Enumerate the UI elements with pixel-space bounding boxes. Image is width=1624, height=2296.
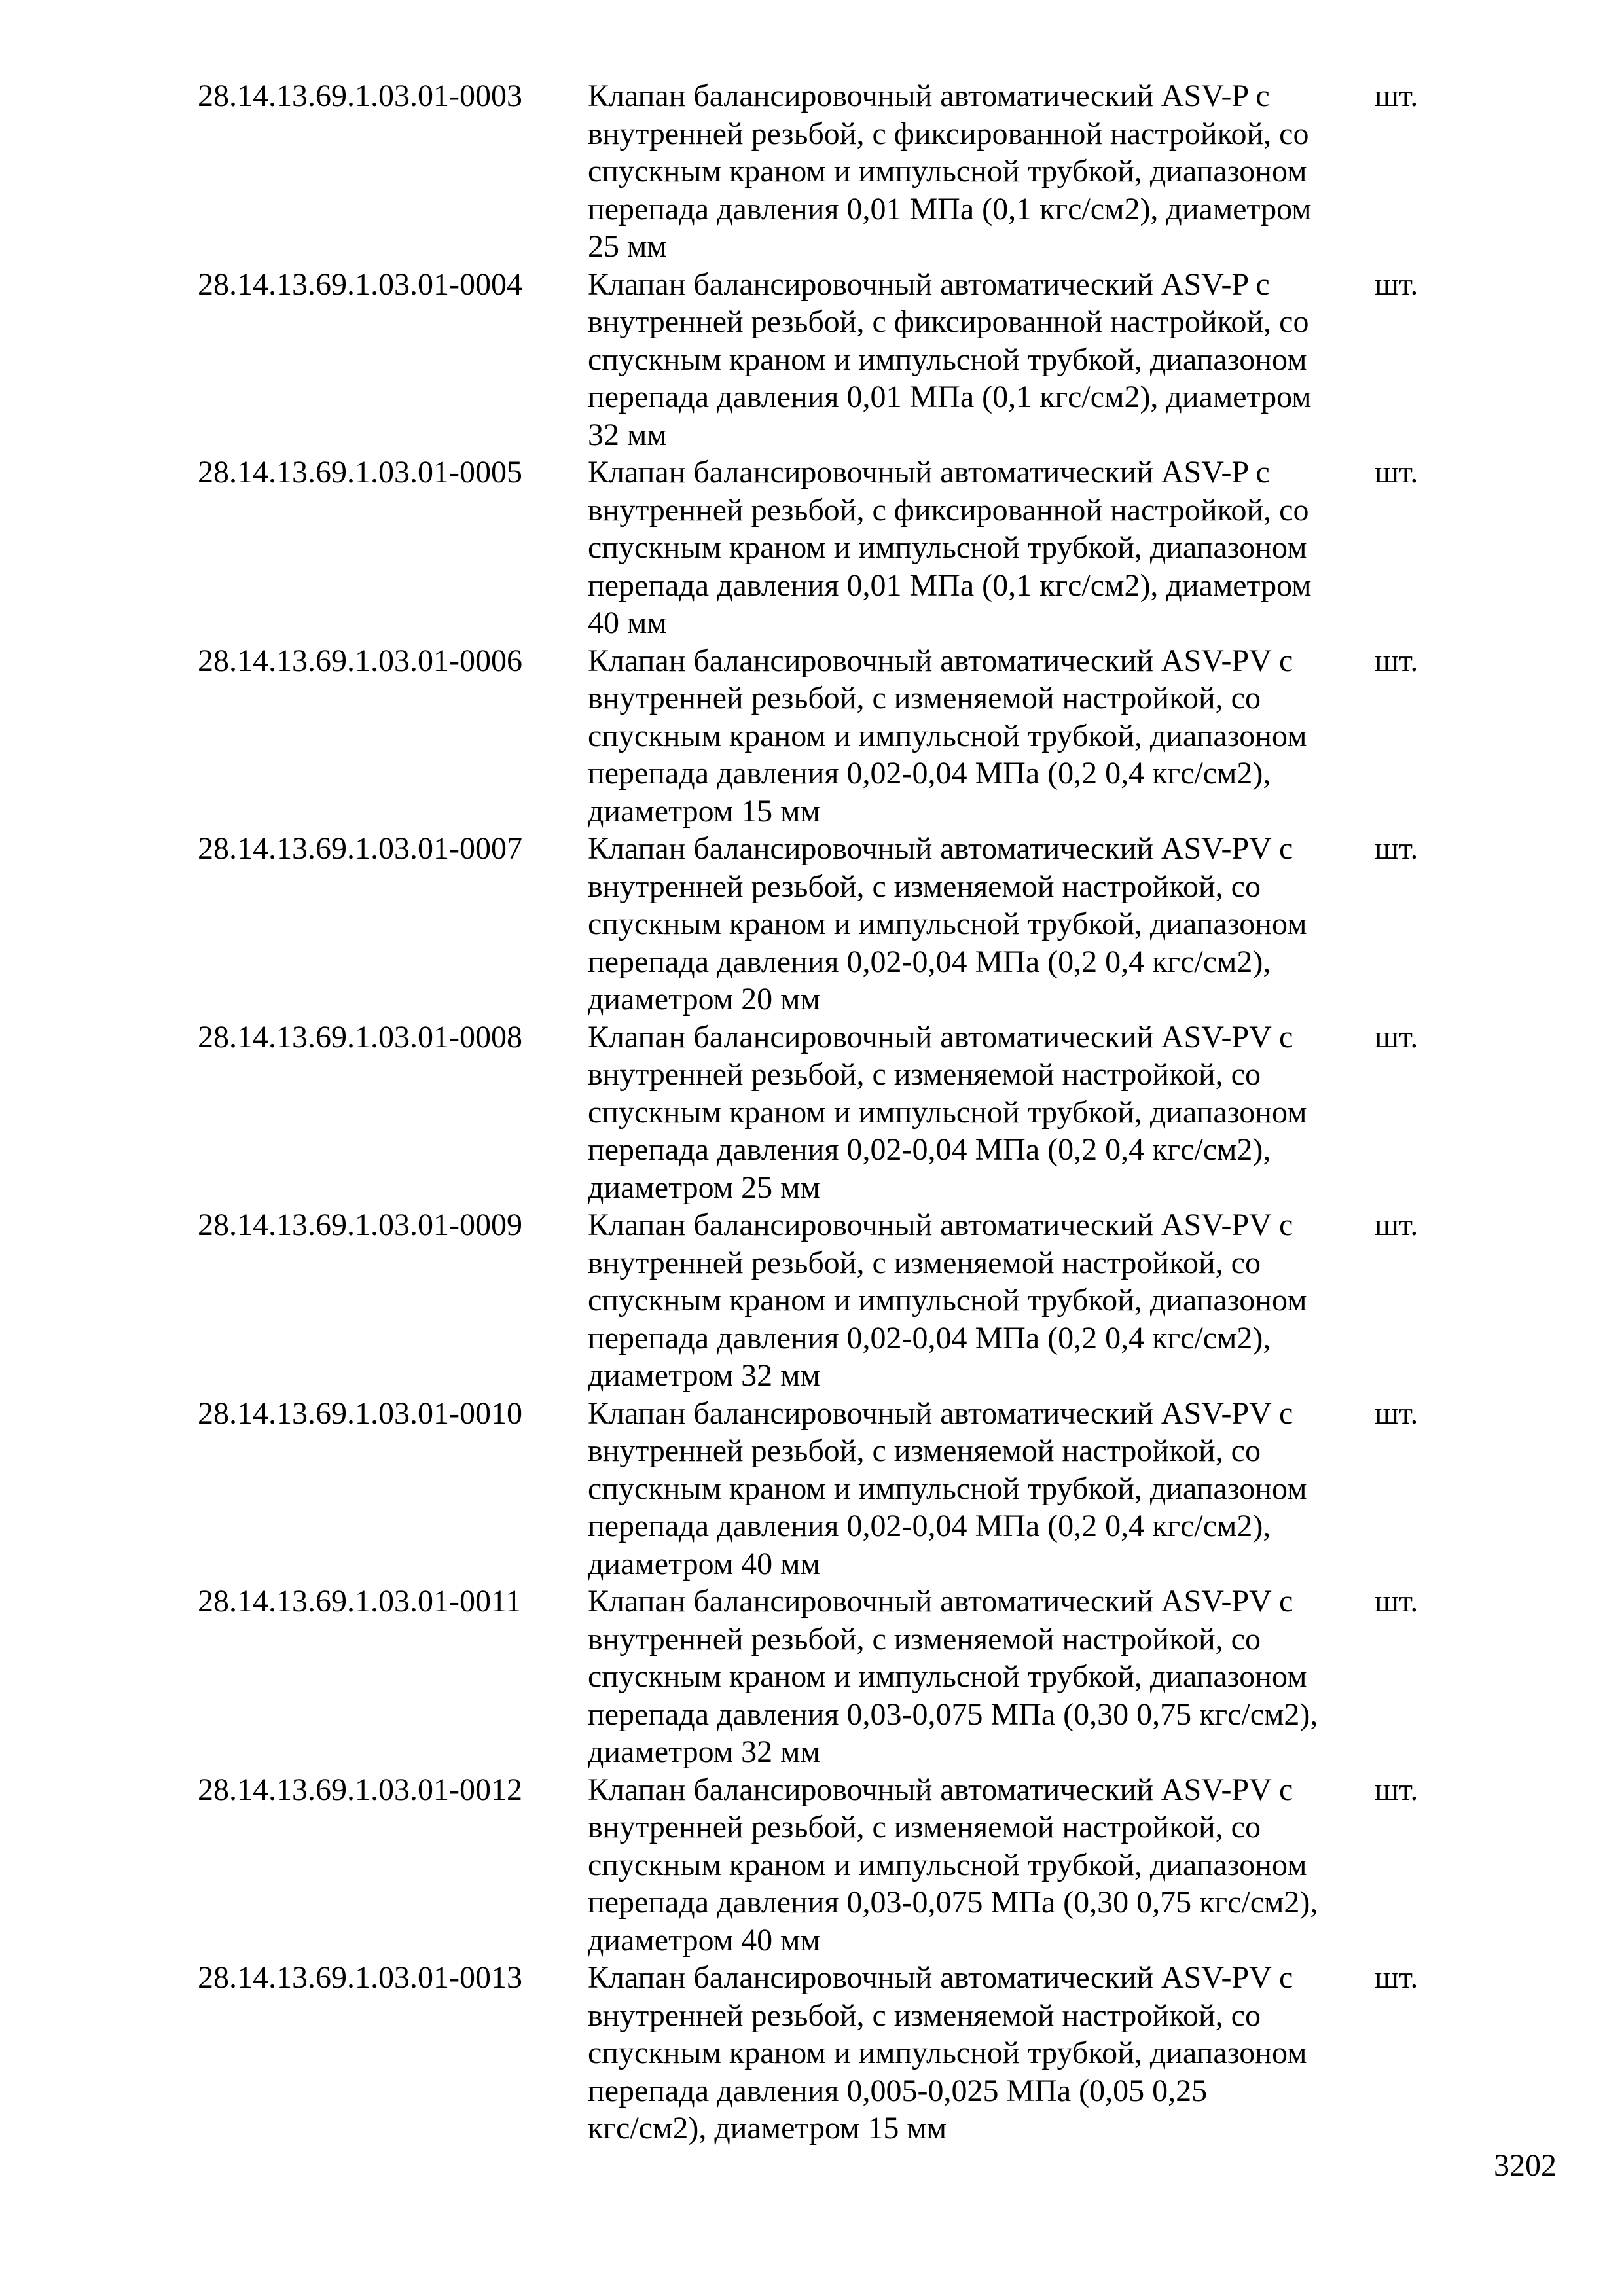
item-unit: шт. xyxy=(1375,79,1418,113)
description-line: диаметром 32 мм xyxy=(588,1734,820,1769)
description-line: перепада давления 0,02-0,04 МПа (0,2 0,4 кгс/см2), xyxy=(588,756,1271,791)
table-row xyxy=(0,1206,1624,1395)
description-line: перепада давления 0,02-0,04 МПа (0,2 0,4 кгс/см2), xyxy=(588,1132,1271,1167)
item-code: 28.14.13.69.1.03.01-0009 xyxy=(198,1208,522,1242)
table-row xyxy=(0,1959,1624,2147)
catalog-table xyxy=(0,77,1624,2147)
item-code: 28.14.13.69.1.03.01-0011 xyxy=(198,1584,522,1619)
description-line: диаметром 32 мм xyxy=(588,1358,820,1393)
description-line: Клапан балансировочный автоматический ASV-P с xyxy=(588,266,1270,302)
table-row xyxy=(0,1771,1624,1960)
description-line: внутренней резьбой, с изменяемой настройкой, со xyxy=(588,1433,1261,1468)
item-unit: шт. xyxy=(1375,1019,1418,1054)
item-unit: шт. xyxy=(1375,1960,1418,1995)
item-code: 28.14.13.69.1.03.01-0007 xyxy=(198,831,522,866)
table-row xyxy=(0,266,1624,454)
table-row xyxy=(0,1583,1624,1771)
description-line: спускным краном и импульсной трубкой, диапазоном xyxy=(588,1847,1307,1882)
description-line: спускным краном и импульсной трубкой, диапазоном xyxy=(588,1094,1307,1130)
item-description xyxy=(588,77,1373,266)
item-code: 28.14.13.69.1.03.01-0003 xyxy=(198,79,522,113)
description-line: 32 мм xyxy=(588,417,667,452)
description-line: перепада давления 0,03-0,075 МПа (0,30 0,75 кгс/см2), xyxy=(588,1696,1318,1732)
table-row xyxy=(0,454,1624,642)
item-description xyxy=(588,454,1373,642)
description-line: внутренней резьбой, с фиксированной настройкой, со xyxy=(588,116,1309,151)
description-line: 25 мм xyxy=(588,229,667,264)
description-line: перепада давления 0,005-0,025 МПа (0,05 0,25 xyxy=(588,2073,1208,2108)
description-line: внутренней резьбой, с фиксированной настройкой, со xyxy=(588,304,1309,339)
description-line: перепада давления 0,01 МПа (0,1 кгс/см2), диаметром xyxy=(588,191,1312,226)
description-line: спускным краном и импульсной трубкой, диапазоном xyxy=(588,1471,1307,1506)
item-description xyxy=(588,642,1373,831)
description-line: диаметром 40 мм xyxy=(588,1922,820,1958)
description-line: внутренней резьбой, с изменяемой настройкой, со xyxy=(588,869,1261,904)
table-row xyxy=(0,1395,1624,1583)
table-row xyxy=(0,1018,1624,1207)
item-unit: шт. xyxy=(1375,1208,1418,1242)
item-description xyxy=(588,1771,1373,1960)
description-line: спускным краном и импульсной трубкой, диапазоном xyxy=(588,2036,1307,2070)
table-row xyxy=(0,642,1624,831)
item-code: 28.14.13.69.1.03.01-0006 xyxy=(198,643,522,678)
page-number: 3202 xyxy=(1494,2148,1557,2183)
item-code: 28.14.13.69.1.03.01-0010 xyxy=(198,1395,522,1431)
item-code: 28.14.13.69.1.03.01-0008 xyxy=(198,1019,522,1054)
item-description xyxy=(588,830,1373,1018)
item-description xyxy=(588,1959,1373,2147)
description-line: перепада давления 0,01 МПа (0,1 кгс/см2), диаметром xyxy=(588,380,1312,414)
description-line: Клапан балансировочный автоматический ASV-PV с xyxy=(588,1208,1293,1242)
description-line: внутренней резьбой, с фиксированной настройкой, со xyxy=(588,492,1309,528)
description-line: Клапан балансировочный автоматический ASV-P с xyxy=(588,455,1270,490)
description-line: перепада давления 0,02-0,04 МПа (0,2 0,4 кгс/см2), xyxy=(588,944,1271,979)
table-row xyxy=(0,77,1624,266)
item-unit: шт. xyxy=(1375,643,1418,678)
description-line: Клапан балансировочный автоматический ASV-PV с xyxy=(588,1584,1293,1619)
item-code: 28.14.13.69.1.03.01-0013 xyxy=(198,1960,522,1995)
description-line: спускным краном и импульсной трубкой, диапазоном xyxy=(588,906,1307,941)
description-line: Клапан балансировочный автоматический ASV-PV с xyxy=(588,1395,1293,1431)
description-line: спускным краном и импульсной трубкой, диапазоном xyxy=(588,718,1307,753)
description-line: Клапан балансировочный автоматический ASV-PV с xyxy=(588,1772,1293,1807)
description-line: кгс/см2), диаметром 15 мм xyxy=(588,2111,947,2145)
description-line: перепада давления 0,03-0,075 МПа (0,30 0,75 кгс/см2), xyxy=(588,1885,1318,1920)
item-unit: шт. xyxy=(1375,831,1418,866)
table-row xyxy=(0,830,1624,1018)
description-line: Клапан балансировочный автоматический ASV-PV с xyxy=(588,831,1293,866)
description-line: спускным краном и импульсной трубкой, диапазоном xyxy=(588,342,1307,377)
item-description xyxy=(588,266,1373,454)
description-line: диаметром 20 мм xyxy=(588,982,820,1016)
item-unit: шт. xyxy=(1375,1395,1418,1431)
description-line: внутренней резьбой, с изменяемой настройкой, со xyxy=(588,1810,1261,1844)
description-line: спускным краном и импульсной трубкой, диапазоном xyxy=(588,530,1307,565)
item-unit: шт. xyxy=(1375,266,1418,302)
item-unit: шт. xyxy=(1375,1584,1418,1619)
description-line: перепада давления 0,02-0,04 МПа (0,2 0,4 кгс/см2), xyxy=(588,1320,1271,1355)
description-line: 40 мм xyxy=(588,605,667,640)
description-line: перепада давления 0,02-0,04 МПа (0,2 0,4 кгс/см2), xyxy=(588,1509,1271,1543)
item-unit: шт. xyxy=(1375,1772,1418,1807)
description-line: диаметром 25 мм xyxy=(588,1170,820,1205)
description-line: внутренней резьбой, с изменяемой настройкой, со xyxy=(588,681,1261,715)
description-line: спускным краном и импульсной трубкой, диапазоном xyxy=(588,1283,1307,1318)
description-line: внутренней резьбой, с изменяемой настройкой, со xyxy=(588,1057,1261,1092)
description-line: диаметром 40 мм xyxy=(588,1546,820,1581)
description-line: перепада давления 0,01 МПа (0,1 кгс/см2), диаметром xyxy=(588,567,1312,603)
description-line: Клапан балансировочный автоматический ASV-PV с xyxy=(588,643,1293,678)
item-description xyxy=(588,1206,1373,1395)
description-line: внутренней резьбой, с изменяемой настройкой, со xyxy=(588,1245,1261,1280)
description-line: Клапан балансировочный автоматический ASV-P с xyxy=(588,79,1270,113)
item-code: 28.14.13.69.1.03.01-0005 xyxy=(198,455,522,490)
description-line: спускным краном и импульсной трубкой, диапазоном xyxy=(588,154,1307,188)
item-description xyxy=(588,1583,1373,1771)
description-line: Клапан балансировочный автоматический ASV-PV с xyxy=(588,1019,1293,1054)
item-code: 28.14.13.69.1.03.01-0012 xyxy=(198,1772,522,1807)
description-line: внутренней резьбой, с изменяемой настройкой, со xyxy=(588,1998,1261,2033)
item-unit: шт. xyxy=(1375,455,1418,490)
description-line: Клапан балансировочный автоматический ASV-PV с xyxy=(588,1960,1293,1995)
item-description xyxy=(588,1395,1373,1583)
item-code: 28.14.13.69.1.03.01-0004 xyxy=(198,266,522,302)
description-line: спускным краном и импульсной трубкой, диапазоном xyxy=(588,1659,1307,1694)
description-line: внутренней резьбой, с изменяемой настройкой, со xyxy=(588,1621,1261,1657)
description-line: диаметром 15 мм xyxy=(588,793,820,829)
item-description xyxy=(588,1018,1373,1207)
